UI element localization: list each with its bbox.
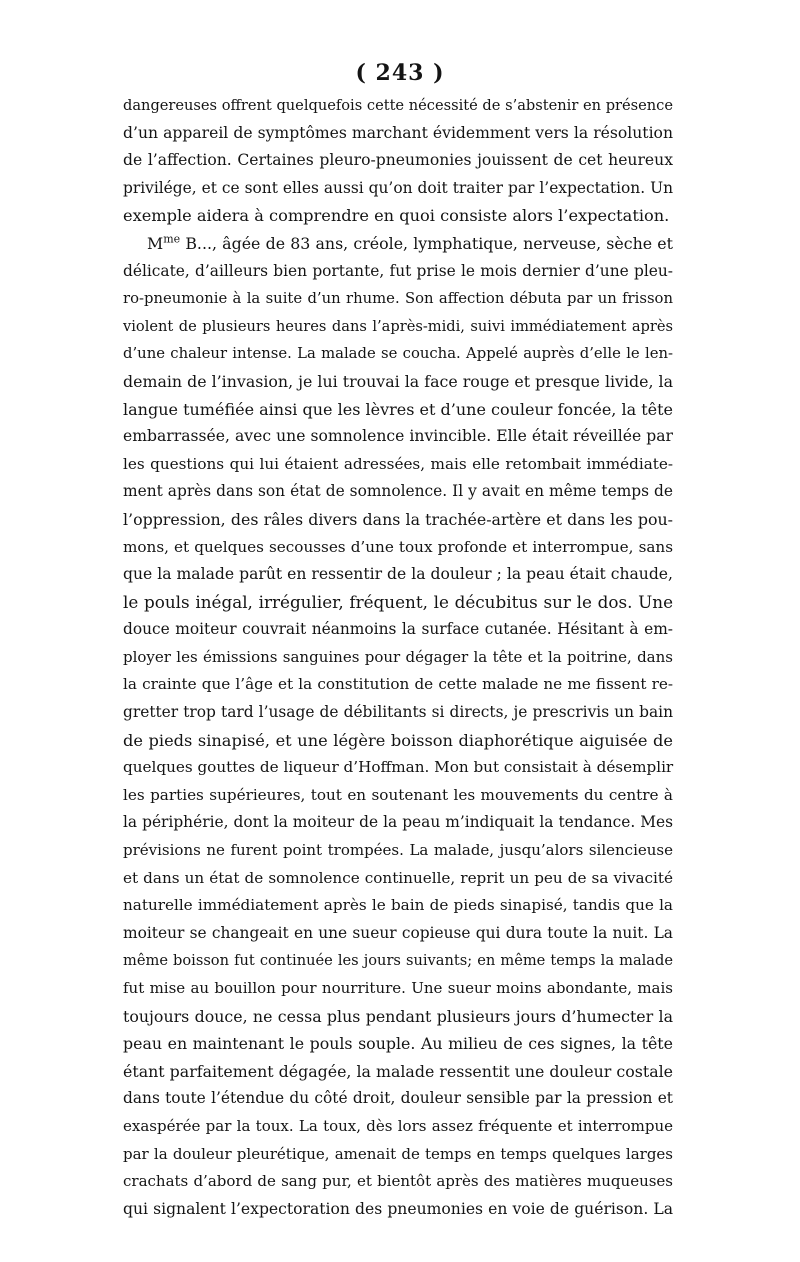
paragraph-start-line (123, 230, 673, 258)
text-line: délicate, d’ailleurs bien portante, fut prise le mois dernier d’une pleu- (123, 261, 673, 280)
text-line: ment après dans son état de somnolence. Il y avait en même temps de (123, 482, 673, 501)
text-line: par la douleur pleurétique, amenait de temps en temps quelques larges (123, 1144, 673, 1163)
text-line: l’oppression, des râles divers dans la trachée-artère et dans les pou- (123, 509, 673, 529)
text-line: privilége, et ce sont elles aussi qu’on doit traiter par l’expectation. Un (123, 178, 673, 197)
text-line: embarrassée, avec une somnolence invincible. Elle était réveillée par (123, 427, 673, 446)
text-line: prévisions ne furent point trompées. La malade, jusqu’alors silencieuse (123, 841, 673, 860)
text-line: ro-pneumonie à la suite d’un rhume. Son affection débuta par un frisson (123, 290, 673, 308)
text-line: de pieds sinapisé, et une légère boisson diaphorétique aiguisée de (123, 730, 673, 750)
text-line: moiteur se changeait en une sueur copieuse qui dura toute la nuit. La (123, 923, 673, 942)
text-line: de l’affection. Certaines pleuro-pneumonies jouissent de cet heureux (123, 151, 673, 170)
text-line: douce moiteur couvrait néanmoins la surface cutanée. Hésitant à em- (123, 620, 673, 639)
text-line: ployer les émissions sanguines pour dégager la tête et la poitrine, dans (123, 647, 673, 666)
text-line: que la malade parût en ressentir de la douleur ; la peau était chaude, (123, 565, 673, 584)
text-line: la crainte que l’âge et la constitution de cette malade ne me fissent re- (123, 675, 673, 694)
text-line: même boisson fut continuée les jours suivants; en même temps la malade (123, 952, 673, 970)
text-line: demain de l’invasion, je lui trouvai la face rouge et presque livide, la (123, 371, 673, 391)
page-number: ( 243 ) (355, 60, 445, 86)
text-line: exaspérée par la toux. La toux, dès lors assez fréquente et interrompue (123, 1116, 673, 1135)
text-line-rest: B..., âgée de 83 ans, créole, lymphatique, nerveuse, sèche et (180, 233, 673, 253)
text-line: dans toute l’étendue du côté droit, douleur sensible par la pression et (123, 1089, 673, 1108)
abbrev-letter: M (147, 233, 164, 253)
abbrev-superscript: me (163, 232, 181, 246)
text-line: qui signalent l’expectoration des pneumonies en voie de guérison. La (123, 1199, 673, 1218)
text-line: d’un appareil de symptômes marchant évidemment vers la résolution (123, 123, 673, 142)
text-line: et dans un état de somnolence continuelle, reprit un peu de sa vivacité (123, 868, 673, 887)
text-line: exemple aidera à comprendre en quoi consiste alors l’expectation. (123, 206, 670, 226)
text-line: les questions qui lui étaient adressées, mais elle retombait immédiate- (123, 454, 673, 473)
text-line: dangereuses offrent quelquefois cette nécessité de s’abstenir en présence (123, 97, 673, 114)
text-line: quelques gouttes de liqueur d’Hoffman. Mon but consistait à désemplir (123, 758, 674, 777)
text-line: d’une chaleur intense. La malade se coucha. Appelé auprès d’elle le len- (123, 345, 673, 363)
text-line: naturelle immédiatement après le bain de pieds sinapisé, tandis que la (123, 896, 673, 915)
text-line: mons, et quelques secousses d’une toux profonde et interrompue, sans (123, 537, 673, 556)
text-line: la périphérie, dont la moiteur de la peau m’indiquait la tendance. Mes (123, 813, 673, 832)
text-line: toujours douce, ne cessa plus pendant plusieurs jours d’humecter la (123, 1006, 673, 1026)
text-line: le pouls inégal, irrégulier, fréquent, le décubitus sur le dos. Une (123, 591, 673, 612)
text-line: violent de plusieurs heures dans l’après-midi, suivi immédiatement après (123, 317, 673, 335)
text-line: crachats d’abord de sang pur, et bientôt après des matières muqueuses (123, 1172, 673, 1191)
text-line: étant parfaitement dégagée, la malade ressentit une douleur costale (123, 1061, 674, 1081)
text-line: fut mise au bouillon pour nourriture. Une sueur moins abondante, mais (123, 979, 673, 997)
text-line: les parties supérieures, tout en soutenant les mouvements du centre à (123, 785, 673, 804)
text-line: gretter trop tard l’usage de débilitants si directs, je prescrivis un bain (123, 703, 673, 722)
text-line: langue tuméfiée ainsi que les lèvres et d’une couleur foncée, la tête (123, 399, 673, 419)
text-line: peau en maintenant le pouls souple. Au milieu de ces signes, la tête (123, 1034, 673, 1054)
body-text (123, 92, 673, 1223)
